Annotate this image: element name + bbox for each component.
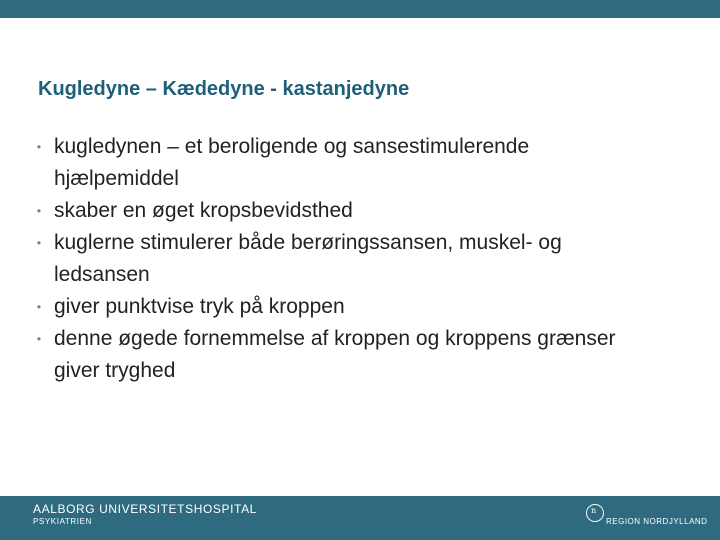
bullet-text: denne øgede fornemmelse af kroppen og kroppens grænser giver tryghed [54,327,616,382]
list-item [34,227,674,291]
footer-bar [0,496,720,540]
bullet-text: kugledynen – et beroligende og sansestimulerende hjælpemiddel [54,135,530,190]
bullet-text: skaber en øget kropsbevidsthed [54,199,353,222]
list-item [34,131,674,195]
slide-title: Kugledyne – Kædedyne - kastanjedyne [38,78,410,100]
hospital-name: AALBORG UNIVERSITETSHOSPITAL [33,502,257,516]
bullet-list [34,131,674,387]
bullet-icon: • [36,236,42,250]
bullet-icon: • [36,300,42,314]
region-logo-icon [586,504,604,522]
bullet-text: giver punktvise tryk på kroppen [54,295,345,318]
hospital-branding [33,503,257,526]
list-item [34,323,674,387]
list-item [34,195,674,227]
department-name: PSYKIATRIEN [33,517,92,526]
region-branding [586,504,716,532]
region-name: REGION NORDJYLLAND [606,517,708,526]
region-logo-mark: n [591,506,597,515]
bullet-icon: • [36,332,42,346]
bullet-icon: • [36,140,42,154]
bullet-icon: • [36,204,42,218]
list-item [34,291,674,323]
top-bar [0,0,720,18]
bullet-text: kuglerne stimulerer både berøringssansen, muskel- og ledsansen [54,231,562,286]
